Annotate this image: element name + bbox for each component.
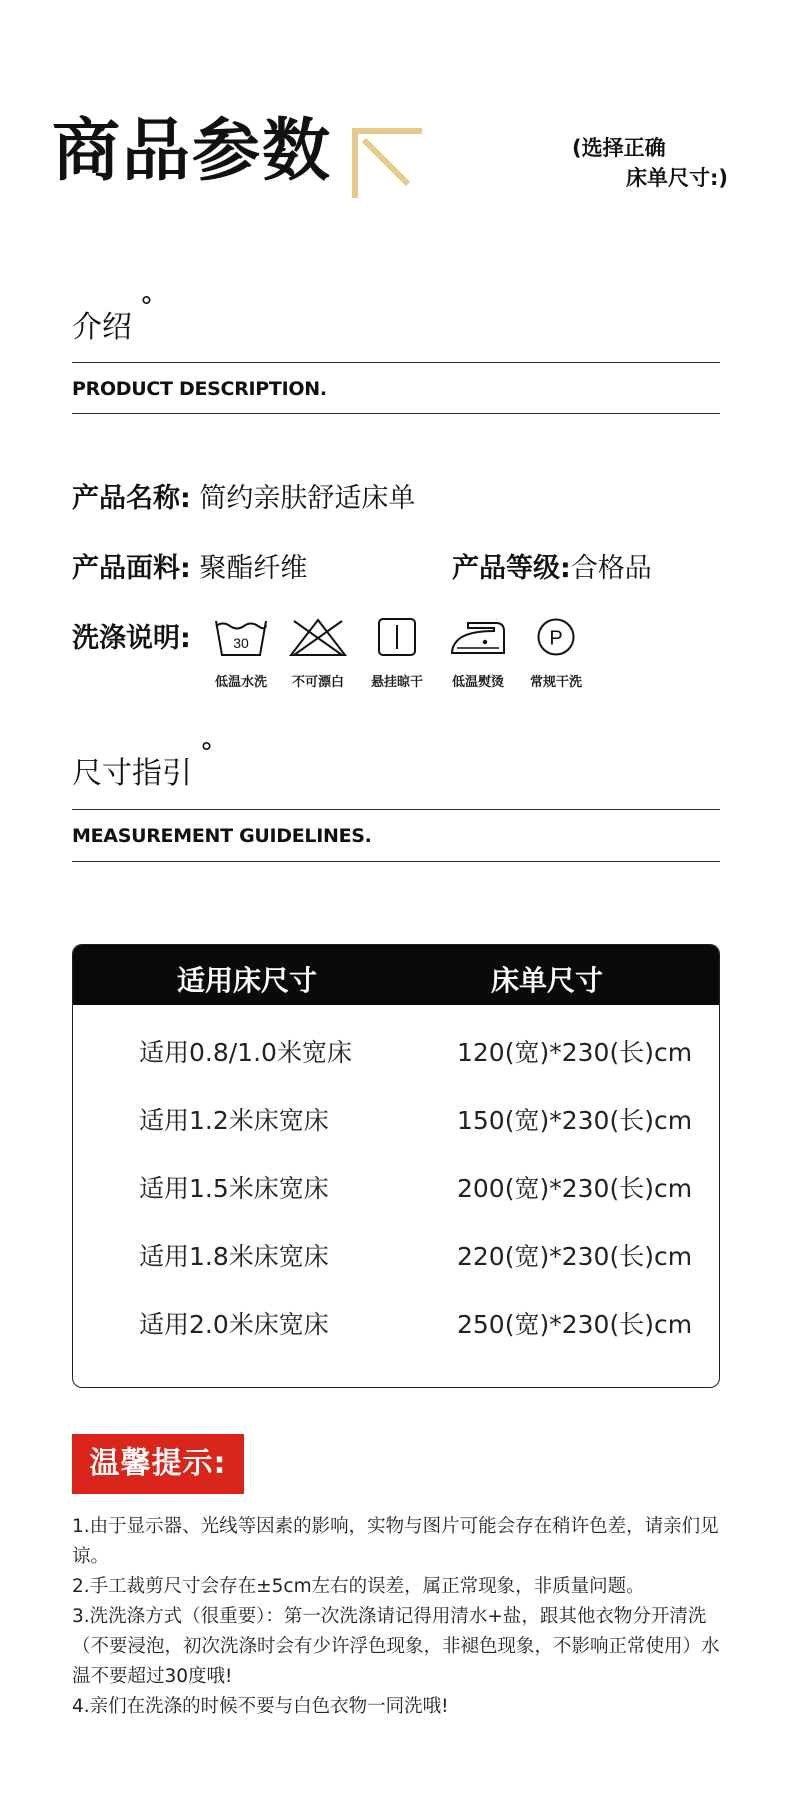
size-note-line2: 床单尺寸:) bbox=[626, 166, 728, 190]
degree-mark-icon: ° bbox=[140, 292, 153, 322]
bed-size-cell: 适用1.5米床宽床 bbox=[139, 1174, 329, 1203]
care-item-iron bbox=[440, 617, 516, 690]
product-fabric-field bbox=[72, 546, 307, 585]
tips-list bbox=[72, 1512, 732, 1722]
tips-badge: 温馨提示: bbox=[72, 1434, 244, 1494]
care-label-hang: 悬挂晾干 bbox=[370, 675, 423, 690]
degree-mark-icon: ° bbox=[200, 738, 213, 768]
product-name-value: 简约亲肤舒适床单 bbox=[190, 483, 416, 514]
product-name-field bbox=[72, 476, 415, 515]
page-title: 商品参数 bbox=[52, 112, 333, 191]
size-table bbox=[72, 944, 720, 1388]
header-bed-size: 适用床尺寸 bbox=[177, 964, 318, 997]
divider bbox=[72, 413, 720, 414]
care-item-dryclean bbox=[518, 617, 594, 690]
table-row bbox=[73, 1033, 719, 1073]
dry-clean-p-icon bbox=[536, 617, 576, 657]
corner-arrow-icon bbox=[352, 128, 422, 198]
product-grade-field bbox=[452, 546, 652, 585]
tip-item: 2.手工裁剪尺寸会存在±5cm左右的误差，属正常现象，非质量问题。 bbox=[72, 1576, 645, 1597]
intro-subtitle: PRODUCT DESCRIPTION. bbox=[72, 378, 327, 400]
size-guide-subtitle: MEASUREMENT GUIDELINES. bbox=[72, 825, 372, 847]
size-note bbox=[572, 133, 732, 193]
size-guide-heading bbox=[72, 738, 213, 792]
intro-title: 介绍 bbox=[72, 310, 132, 345]
sheet-size-cell: 120(宽)*230(长)cm bbox=[457, 1038, 693, 1067]
divider bbox=[72, 861, 720, 862]
table-row bbox=[73, 1237, 719, 1277]
sheet-size-cell: 250(宽)*230(长)cm bbox=[457, 1310, 693, 1339]
tip-item: 3.洗洗涤方式（很重要）：第一次洗涤请记得用清水+盐，跟其他衣物分开清洗（不要浸泡，初次洗涤时会有少许浮色现象，非褪色现象，不影响正常使用）水温不要超过30度哦! bbox=[72, 1606, 720, 1687]
divider bbox=[72, 362, 720, 363]
product-fabric-label: 产品面料: bbox=[72, 553, 191, 584]
care-instructions-label: 洗涤说明: bbox=[72, 623, 191, 654]
wash-30-icon bbox=[213, 617, 269, 657]
sheet-size-cell: 150(宽)*230(长)cm bbox=[457, 1106, 693, 1135]
care-item-wash bbox=[203, 617, 279, 690]
intro-heading bbox=[72, 292, 153, 346]
low-iron-icon bbox=[449, 617, 507, 657]
care-item-bleach bbox=[280, 617, 356, 690]
product-fabric-value: 聚酯纤维 bbox=[190, 553, 308, 584]
bed-size-cell: 适用1.8米床宽床 bbox=[139, 1242, 329, 1271]
size-guide-title: 尺寸指引 bbox=[72, 756, 192, 791]
product-name-label: 产品名称: bbox=[72, 483, 191, 514]
bed-size-cell: 适用1.2米床宽床 bbox=[139, 1106, 329, 1135]
hang-dry-icon bbox=[377, 617, 417, 657]
wash-temp: 30 bbox=[233, 635, 249, 651]
care-label-wash: 低温水洗 bbox=[214, 675, 267, 690]
tip-item: 4.亲们在洗涤的时候不要与白色衣物一同洗哦! bbox=[72, 1696, 449, 1717]
bed-size-cell: 适用0.8/1.0米宽床 bbox=[139, 1038, 352, 1067]
divider bbox=[72, 809, 720, 810]
header-sheet-size: 床单尺寸 bbox=[491, 964, 604, 997]
size-table-header bbox=[73, 945, 719, 1005]
table-row bbox=[73, 1169, 719, 1209]
sheet-size-cell: 200(宽)*230(长)cm bbox=[457, 1174, 693, 1203]
dry-clean-letter: P bbox=[549, 627, 563, 650]
no-bleach-icon bbox=[288, 617, 348, 657]
size-note-line1: (选择正确 bbox=[572, 136, 666, 160]
table-row bbox=[73, 1101, 719, 1141]
care-label-dryclean: 常规干洗 bbox=[529, 675, 582, 690]
product-grade-label: 产品等级: bbox=[452, 553, 571, 584]
care-item-hang bbox=[359, 617, 435, 690]
sheet-size-cell: 220(宽)*230(长)cm bbox=[457, 1242, 693, 1271]
bed-size-cell: 适用2.0米床宽床 bbox=[139, 1310, 329, 1339]
tip-item: 1.由于显示器、光线等因素的影响，实物与图片可能会存在稍许色差，请亲们见谅。 bbox=[72, 1516, 719, 1567]
table-row bbox=[73, 1305, 719, 1345]
care-label-iron: 低温熨烫 bbox=[451, 675, 504, 690]
product-grade-value: 合格品 bbox=[570, 553, 652, 584]
care-label-bleach: 不可漂白 bbox=[291, 675, 344, 690]
